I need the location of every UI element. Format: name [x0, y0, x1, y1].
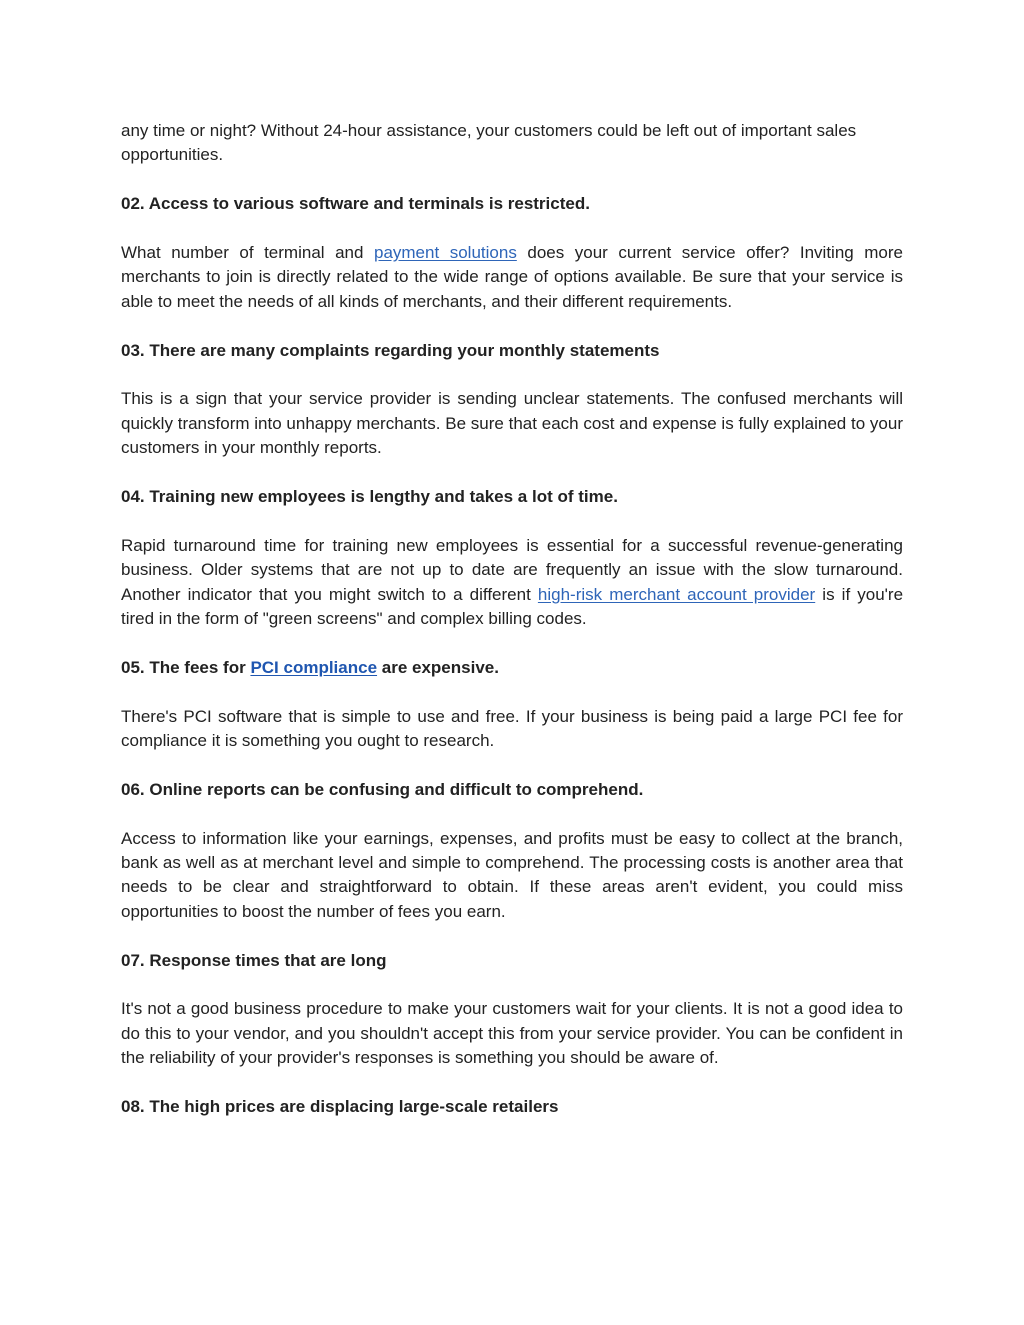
heading-05-text-before: 05. The fees for	[121, 657, 251, 677]
paragraph-07: It's not a good business procedure to make your customers wait for your clients. It is not a good idea to do this to your vendor, and you shouldn't accept this from your service provider. You can be confident in the reliability of your provider's responses is something you should be aware of.	[121, 999, 903, 1068]
paragraph-04-text-after: is if you're tired in the form of "green screens" and complex billing codes.	[121, 584, 904, 629]
document-page	[121, 119, 903, 1144]
paragraph-04-text-before: Rapid turnaround time for training new employees is essential for a successful revenue-generating business. Older systems that are not up to date are frequently an issue with the slow turnaround. Another indicator that you might switch to a different	[121, 535, 903, 604]
heading-08: 08. The high prices are displacing large-scale retailers	[121, 1097, 559, 1117]
paragraph-03: This is a sign that your service provider is sending unclear statements. The confused merchants will quickly transform into unhappy merchants. Be sure that each cost and expense is fully explained to your customers in your monthly reports.	[121, 389, 903, 458]
paragraph-06: Access to information like your earnings, expenses, and profits must be easy to collect at the branch, bank as well as at merchant level and simple to comprehend. The processing costs is another area that needs to be clear and straightforward to obtain. If these areas aren't evident, you could miss opportunities to boost the number of fees you earn.	[121, 828, 903, 921]
payment-solutions-link[interactable]: payment solutions	[373, 243, 517, 262]
paragraph-02-text-before: What number of terminal and	[121, 243, 374, 262]
heading-03: 03. There are many complaints regarding your monthly statements	[121, 340, 660, 360]
heading-05-text-after: are expensive.	[377, 657, 499, 677]
intro-paragraph: any time or night? Without 24-hour assistance, your customers could be left out of important sales opportunities.	[121, 121, 857, 165]
high-risk-merchant-link[interactable]: high-risk merchant account provider	[537, 584, 816, 604]
heading-04: 04. Training new employees is lengthy and takes a lot of time.	[121, 487, 618, 507]
paragraph-02-text-after: does your current service offer? Inviting more merchants to join is directly related to the wide range of options available. Be sure that your service is able to meet the needs of all kinds of merchants, and their different requirements.	[121, 243, 903, 311]
paragraph-05: There's PCI software that is simple to use and free. If your business is being paid a large PCI fee for compliance it is something you ought to research.	[121, 706, 903, 751]
paragraph-04	[121, 534, 903, 632]
heading-07: 07. Response times that are long	[121, 950, 387, 970]
heading-06: 06. Online reports can be confusing and difficult to comprehend.	[121, 779, 644, 799]
pci-compliance-link[interactable]: PCI compliance	[250, 657, 378, 677]
heading-05	[121, 656, 903, 680]
heading-02: 02. Access to various software and terminals is restricted.	[121, 194, 590, 214]
paragraph-02	[121, 241, 903, 314]
